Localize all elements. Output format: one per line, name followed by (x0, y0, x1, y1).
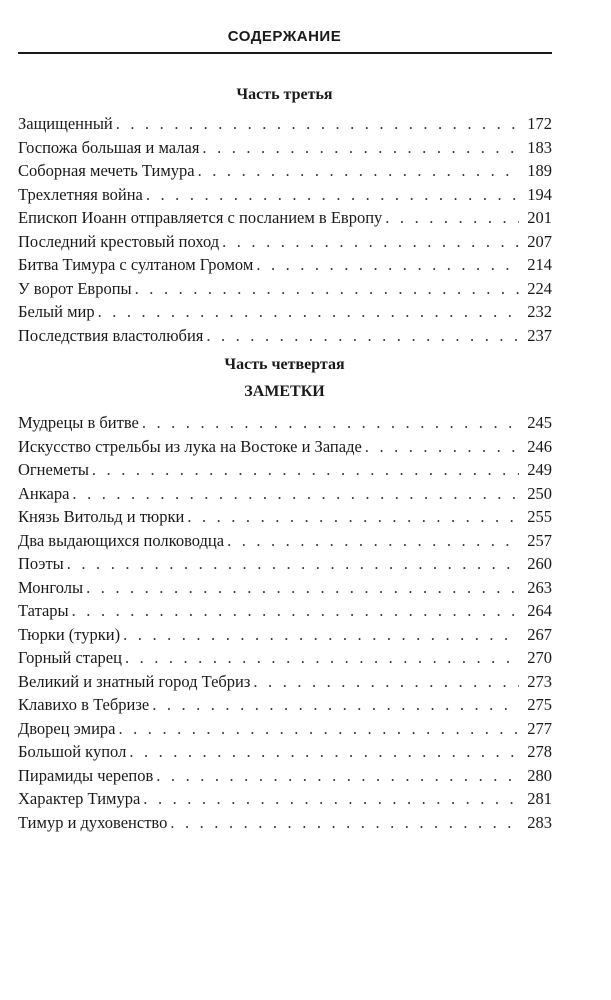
toc-entry-page: 281 (527, 789, 552, 808)
dot-leader (156, 764, 519, 788)
dot-leader (385, 206, 519, 230)
toc-entry[interactable] (18, 576, 552, 600)
dot-leader (152, 693, 519, 717)
toc-entry-title: Трехлетняя война (18, 184, 143, 204)
toc-entry[interactable] (18, 811, 552, 835)
toc-entry-page: 280 (527, 765, 552, 785)
notes-title: ЗАМЕТКИ (244, 383, 325, 400)
dot-leader (222, 230, 519, 254)
toc-entry-title: Тимур и духовенство (18, 812, 168, 832)
toc-entry-page: 283 (527, 812, 552, 832)
toc-entry-page: 201 (527, 208, 552, 227)
toc-entry-page: 246 (527, 436, 552, 456)
dot-leader (198, 159, 519, 183)
toc-entry-page: 273 (527, 671, 552, 691)
toc-entry-page: 249 (527, 460, 552, 479)
toc-list-part4 (18, 411, 552, 834)
part4-title: Часть четвертая (224, 356, 345, 373)
dot-leader (86, 576, 519, 600)
toc-entry-page: 257 (527, 530, 552, 550)
toc-entry-title: Битва Тимура с султаном Громом (18, 255, 254, 274)
toc-entry-title: Князь Витольд и тюрки (18, 507, 185, 526)
toc-list-part3 (18, 112, 552, 347)
toc-entry-title: Два выдающихся полководца (18, 530, 225, 550)
toc-entry-title: Госпожа большая и малая (18, 137, 200, 157)
toc-entry-page: 237 (527, 325, 552, 345)
toc-entry[interactable] (18, 435, 552, 459)
dot-leader (256, 253, 519, 277)
toc-entry[interactable] (18, 206, 552, 230)
toc-entry-title: Татары (18, 601, 69, 620)
toc-entry-page: 194 (527, 184, 552, 204)
toc-entry[interactable] (18, 482, 552, 506)
toc-entry-page: 277 (527, 718, 552, 738)
toc-entry-page: 267 (527, 624, 552, 644)
toc-entry-title: Последний крестовый поход (18, 231, 220, 251)
dot-leader (72, 599, 519, 623)
dot-leader (206, 324, 519, 348)
dot-leader (253, 670, 519, 694)
toc-entry-page: 189 (527, 161, 552, 180)
toc-entry-title: Пирамиды черепов (18, 765, 154, 785)
toc-entry-page: 278 (527, 742, 552, 761)
toc-entry-page: 250 (527, 483, 552, 503)
dot-leader (135, 277, 519, 301)
dot-leader (170, 811, 519, 835)
toc-entry-title: Великий и знатный город Тебриз (18, 671, 251, 691)
toc-entry-title: Анкара (18, 483, 70, 503)
toc-entry-title: Белый мир (18, 302, 95, 321)
toc-entry-title: Защищенный (18, 114, 113, 133)
toc-entry-title: Епископ Иоанн отправляется с посланием в Европу (18, 208, 383, 227)
toc-entry-title: Большой купол (18, 742, 127, 761)
toc-entry-page: 264 (527, 601, 552, 620)
toc-entry[interactable] (18, 646, 552, 670)
dot-leader (125, 646, 519, 670)
toc-entry-title: Соборная мечеть Тимура (18, 161, 195, 180)
toc-entry-page: 232 (527, 302, 552, 321)
dot-leader (143, 787, 519, 811)
toc-entry-title: Поэты (18, 554, 64, 573)
dot-leader (116, 112, 519, 136)
toc-entry-page: 207 (527, 231, 552, 251)
dot-leader (129, 740, 519, 764)
toc-entry-page: 263 (527, 577, 552, 597)
toc-entry-page: 260 (527, 554, 552, 573)
toc-entry-title: Дворец эмира (18, 718, 116, 738)
toc-entry[interactable] (18, 717, 552, 741)
toc-entry[interactable] (18, 159, 552, 183)
toc-entry[interactable] (18, 230, 552, 254)
toc-entry-page: 214 (527, 255, 552, 274)
toc-entry-title: Характер Тимура (18, 789, 141, 808)
toc-entry-page: 255 (527, 507, 552, 526)
dot-leader (227, 529, 519, 553)
toc-entry[interactable] (18, 136, 552, 160)
dot-leader (202, 136, 519, 160)
toc-entry-page: 172 (527, 114, 552, 133)
toc-entry[interactable] (18, 411, 552, 435)
part3-title: Часть третья (236, 86, 333, 103)
toc-entry[interactable] (18, 787, 552, 811)
toc-entry[interactable] (18, 458, 552, 482)
dot-leader (123, 623, 519, 647)
toc-entry-page: 245 (527, 413, 552, 432)
dot-leader (142, 411, 519, 435)
toc-entry-page: 270 (527, 648, 552, 667)
toc-entry[interactable] (18, 183, 552, 207)
toc-entry-title: Огнеметы (18, 460, 89, 479)
toc-entry[interactable] (18, 740, 552, 764)
toc-entry-page: 224 (527, 278, 552, 298)
dot-leader (187, 505, 519, 529)
dot-leader (146, 183, 519, 207)
toc-entry[interactable] (18, 764, 552, 788)
toc-entry[interactable] (18, 505, 552, 529)
toc-entry[interactable] (18, 670, 552, 694)
toc-entry-title: Клавихо в Тебризе (18, 695, 150, 714)
toc-entry[interactable] (18, 300, 552, 324)
toc-entry[interactable] (18, 599, 552, 623)
toc-entry-title: Последствия властолюбия (18, 325, 204, 345)
header-rule (18, 52, 552, 54)
toc-entry[interactable] (18, 277, 552, 301)
toc-entry-title: Мудрецы в битве (18, 413, 139, 432)
toc-entry[interactable] (18, 112, 552, 136)
dot-leader (92, 458, 519, 482)
toc-entry[interactable] (18, 552, 552, 576)
dot-leader (119, 717, 520, 741)
toc-entry-title: Тюрки (турки) (18, 624, 121, 644)
toc-entry-title: У ворот Европы (18, 278, 132, 298)
toc-entry-page: 275 (527, 695, 552, 714)
toc-entry-title: Горный старец (18, 648, 122, 667)
toc-entry[interactable] (18, 623, 552, 647)
dot-leader (72, 482, 519, 506)
toc-entry[interactable] (18, 529, 552, 553)
toc-entry[interactable] (18, 253, 552, 277)
dot-leader (67, 552, 519, 576)
dot-leader (98, 300, 519, 324)
running-head: СОДЕРЖАНИЕ (227, 28, 342, 45)
toc-entry-title: Монголы (18, 577, 84, 597)
toc-entry-title: Искусство стрельбы из лука на Востоке и Западе (18, 436, 362, 456)
toc-entry[interactable] (18, 324, 552, 348)
dot-leader (365, 435, 519, 459)
toc-entry-page: 183 (527, 137, 552, 157)
toc-entry[interactable] (18, 693, 552, 717)
